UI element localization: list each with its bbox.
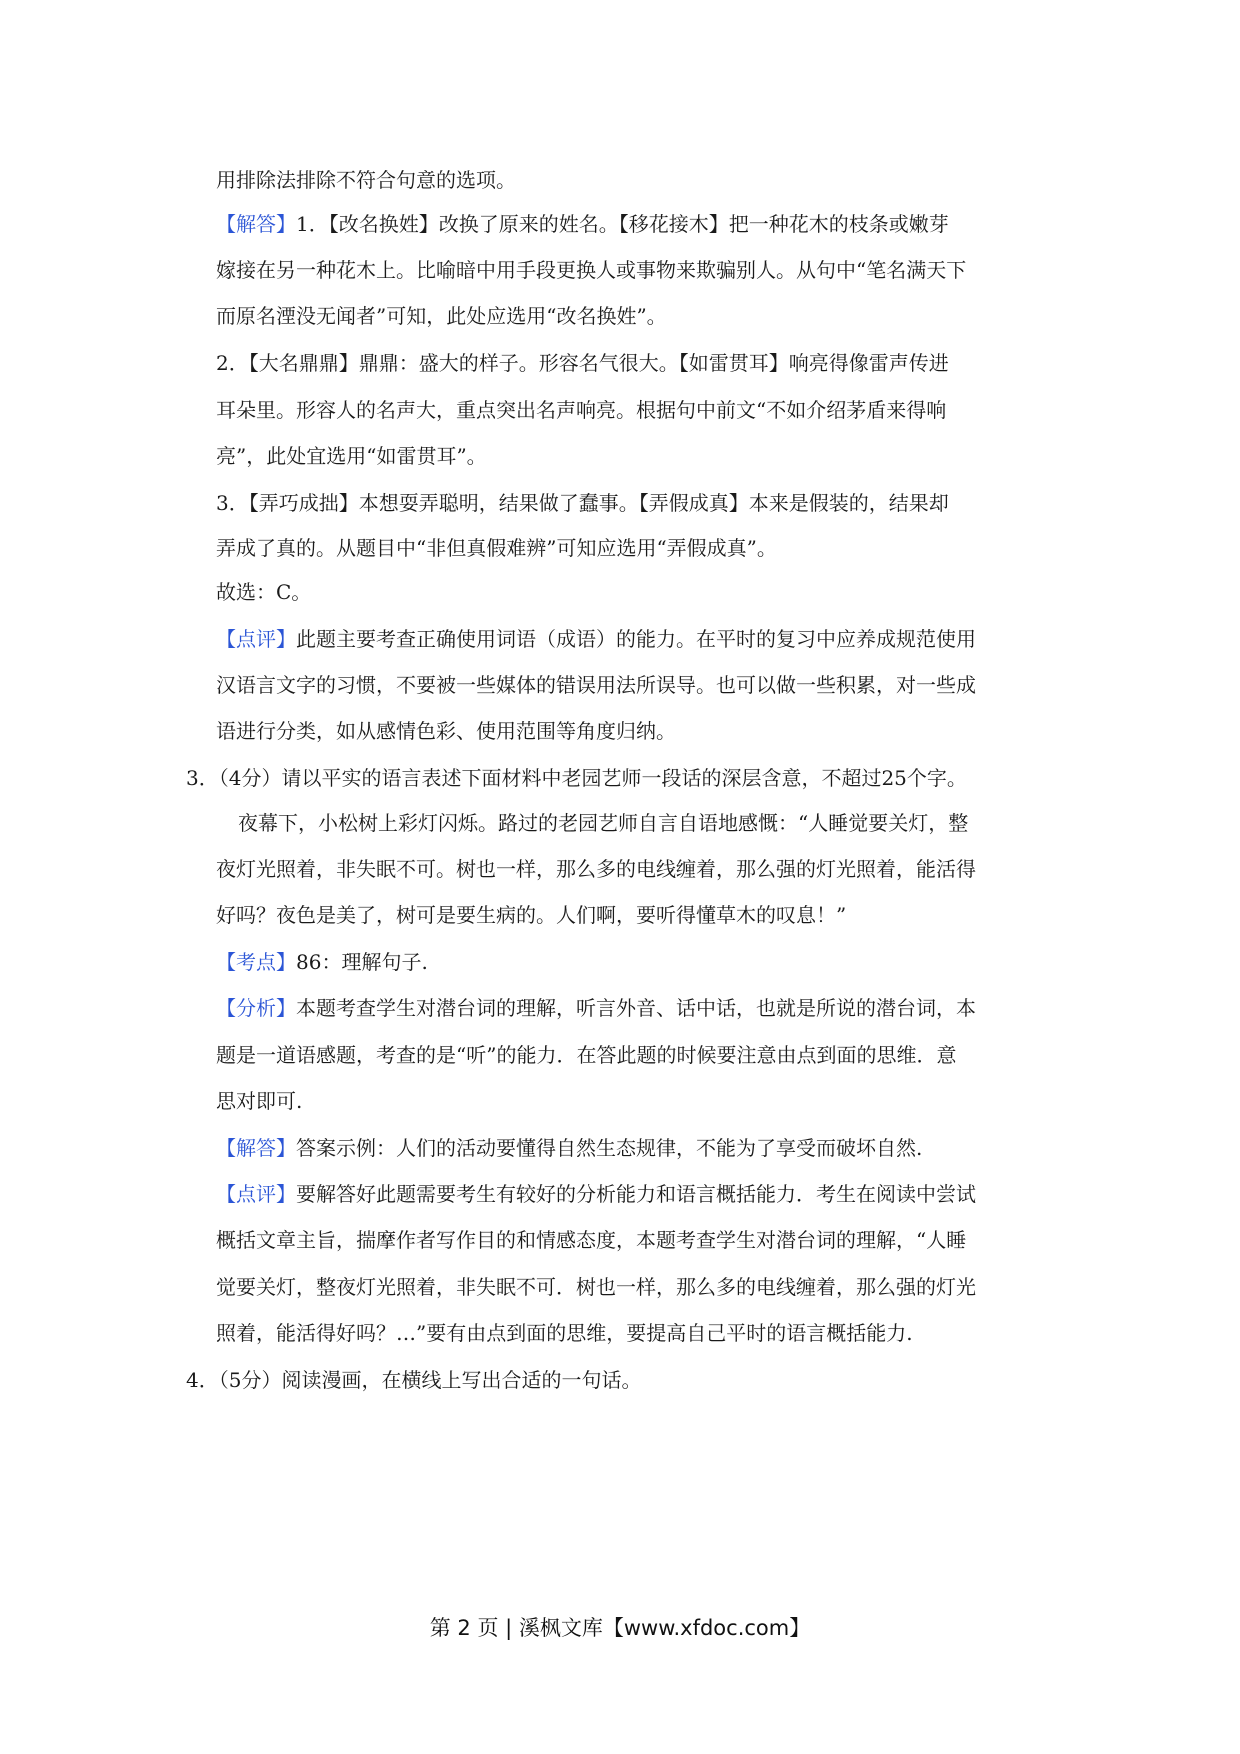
text-line: 亮”，此处宜选用“如雷贯耳”。 — [216, 444, 487, 468]
text-line: 夜幕下，小松树上彩灯闪烁。路过的老园艺师自言自语地感慨：“人睡觉要关灯，整 — [238, 811, 969, 835]
kaodian-block — [216, 946, 428, 975]
text-line: 夜灯光照着，非失眠不可。树也一样，那么多的电线缠着，那么强的灯光照着，能活得 — [216, 857, 976, 881]
text-line: 故选：C。 — [216, 580, 312, 604]
comment-block — [216, 1178, 976, 1207]
text-line: 概括文章主旨，揣摩作者写作目的和情感态度，本题考查学生对潜台词的理解，“人睡 — [216, 1228, 967, 1252]
text-line: 而原名湮没无闻者”可知，此处应选用“改名换姓”。 — [216, 304, 667, 328]
text-line: 弄成了真的。从题目中“非但真假难辨”可知应选用“弄假成真”。 — [216, 536, 777, 560]
comment-tag: 【点评】 — [216, 627, 296, 651]
kaodian-tag: 【考点】 — [216, 950, 296, 974]
text-line: 2．【大名鼎鼎】鼎鼎：盛大的样子。形容名气很大。【如雷贯耳】响亮得像雷声传进 — [216, 351, 949, 375]
text-line: 用排除法排除不符合句意的选项。 — [216, 168, 516, 192]
analysis-tag: 【分析】 — [216, 996, 296, 1020]
comment-block — [216, 623, 976, 652]
text-line: 语进行分类，如从感情色彩、使用范围等角度归纳。 — [216, 719, 676, 743]
comment-tag: 【点评】 — [216, 1182, 296, 1206]
answer-tag: 【解答】 — [216, 1136, 296, 1160]
kaodian-text: 86：理解句子. — [296, 950, 428, 974]
analysis-text: 本题考查学生对潜台词的理解，听言外音、话中话，也就是所说的潜台词，本 — [296, 996, 976, 1020]
text-line: 嫁接在另一种花木上。比喻暗中用手段更换人或事物来欺骗别人。从句中“笔名满天下 — [216, 258, 967, 282]
answer-text: 答案示例：人们的活动要懂得自然生态规律，不能为了享受而破坏自然. — [296, 1136, 923, 1160]
question-4: 4．（5分）阅读漫画，在横线上写出合适的一句话。 — [186, 1368, 642, 1392]
page-footer: 第 2 页 | 溪枫文库【www.xfdoc.com】 — [429, 1616, 811, 1640]
text-line: 照着，能活得好吗？…”要有由点到面的思维，要提高自己平时的语言概括能力. — [216, 1321, 913, 1345]
answer-text: 1．【改名换姓】改换了原来的姓名。【移花接木】把一种花木的枝条或嫩芽 — [296, 212, 949, 236]
text-line: 汉语言文字的习惯，不要被一些媒体的错误用法所误导。也可以做一些积累，对一些成 — [216, 673, 976, 697]
text-line: 耳朵里。形容人的名声大，重点突出名声响亮。根据句中前文“不如介绍茅盾来得响 — [216, 398, 947, 422]
text-line: 题是一道语感题，考查的是“听”的能力．在答此题的时候要注意由点到面的思维．意 — [216, 1043, 957, 1067]
text-line: 思对即可. — [216, 1089, 303, 1113]
answer-tag: 【解答】 — [216, 212, 296, 236]
answer-block — [216, 1132, 922, 1161]
comment-text: 要解答好此题需要考生有较好的分析能力和语言概括能力．考生在阅读中尝试 — [296, 1182, 976, 1206]
text-line: 好吗？夜色是美了，树可是要生病的。人们啊，要听得懂草木的叹息！” — [216, 903, 847, 927]
analysis-block — [216, 992, 976, 1021]
question-3: 3．（4分）请以平实的语言表述下面材料中老园艺师一段话的深层含意，不超过25个字。 — [186, 766, 967, 790]
text-line: 觉要关灯，整夜灯光照着，非失眠不可．树也一样，那么多的电线缠着，那么强的灯光 — [216, 1275, 976, 1299]
answer-block — [216, 208, 949, 237]
text-line: 3．【弄巧成拙】本想耍弄聪明，结果做了蠢事。【弄假成真】本来是假装的，结果却 — [216, 491, 949, 515]
comment-text: 此题主要考查正确使用词语（成语）的能力。在平时的复习中应养成规范使用 — [296, 627, 976, 651]
